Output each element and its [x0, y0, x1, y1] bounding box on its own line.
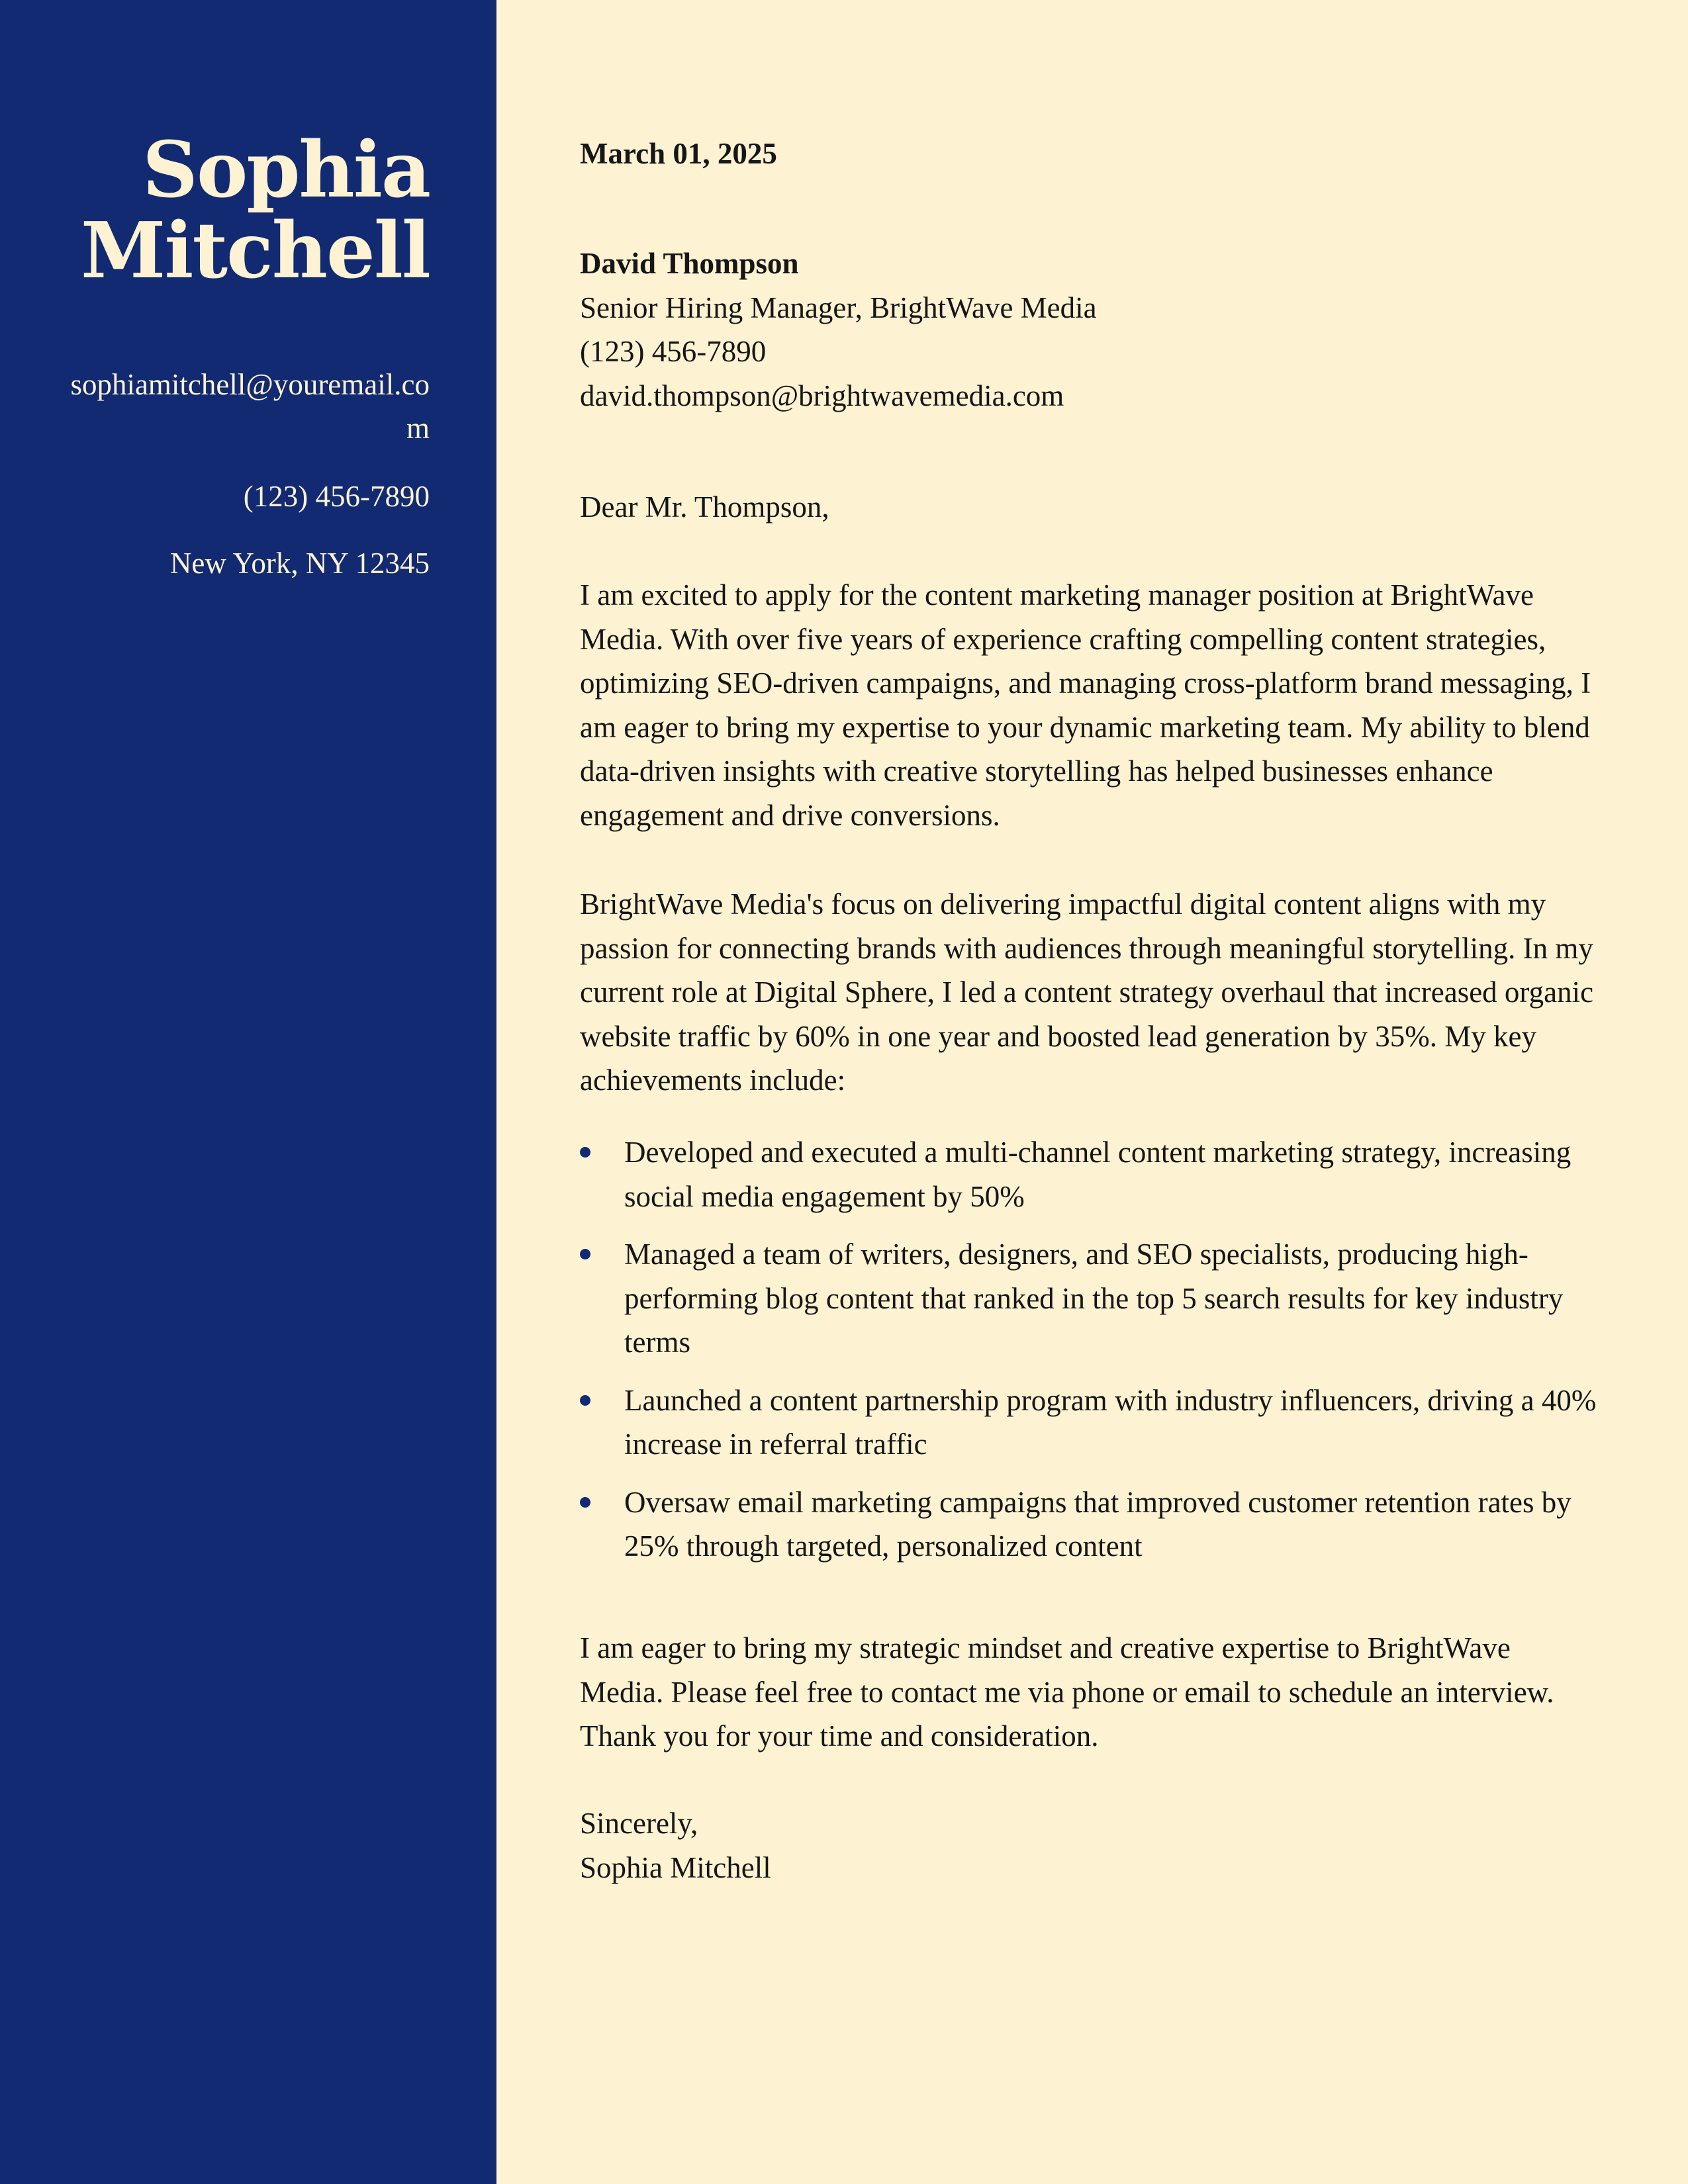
letter-date: March 01, 2025: [580, 137, 777, 170]
list-item: [580, 1232, 1599, 1365]
list-item: [580, 1379, 1599, 1467]
sender-last-name: Mitchell: [81, 206, 430, 296]
paragraph-intro: I am excited to apply for the content marketing manager position at BrightWave Media. With over five years of experience crafting compelling content strategies, optimizing SEO-driven campaigns, and managing cross-platform brand messaging, I am eager to bring my expertise to your dynamic marketing team. My ability to blend data-driven insights with creative storytelling has helped businesses enhance engagement and drive conversions.: [580, 578, 1591, 832]
achievement-text: Oversaw email marketing campaigns that improved customer retention rates by 25% through targeted, personalized content: [624, 1485, 1571, 1563]
salutation: Dear Mr. Thompson,: [580, 490, 829, 523]
sender-phone: (123) 456-7890: [243, 480, 430, 513]
sender-name: [32, 125, 430, 296]
sender-first-name: Sophia: [142, 125, 430, 215]
sender-email: sophiamitchell@youremail.com: [70, 368, 430, 445]
achievement-text: Managed a team of writers, designers, and SEO specialists, producing high-performing blog content that ranked in the top 5 search results for key industry terms: [624, 1238, 1564, 1359]
recipient-email: david.thompson@brightwavemedia.com: [580, 379, 1064, 412]
paragraph-experience: BrightWave Media's focus on delivering impactful digital content aligns with my passion for connecting brands with audiences through meaningful storytelling. In my current role at Digital Sphere, I led a content strategy overhaul that increased organic website traffic by 60% in one year and boosted lead generation by 35%. My key achievements include:: [580, 887, 1594, 1097]
signature-name: Sophia Mitchell: [580, 1850, 771, 1884]
closing-phrase: Sincerely,: [580, 1807, 698, 1840]
achievement-text: Developed and executed a multi-channel content marketing strategy, increasing social media engagement by 50%: [624, 1136, 1571, 1213]
list-item: [580, 1480, 1599, 1569]
recipient-title: Senior Hiring Manager, BrightWave Media: [580, 291, 1097, 324]
achievement-text: Launched a content partnership program with industry influencers, driving a 40% increase in referral traffic: [624, 1383, 1597, 1461]
bullet-icon: [580, 1497, 590, 1508]
bullet-icon: [580, 1395, 590, 1406]
sender-location: New York, NY 12345: [169, 547, 430, 580]
bullet-icon: [580, 1147, 590, 1158]
sidebar: [0, 0, 496, 2184]
bullet-icon: [580, 1249, 590, 1259]
achievements-list: [580, 1130, 1599, 1582]
recipient-name: David Thompson: [580, 247, 799, 280]
recipient-phone: (123) 456-7890: [580, 335, 767, 368]
recipient-block: [580, 242, 1097, 418]
paragraph-closing: I am eager to bring my strategic mindset and creative expertise to BrightWave Media. Please feel free to contact me via phone or email to schedule an interview. Thank you for your time and consideration.: [580, 1631, 1554, 1752]
signoff-block: [580, 1801, 771, 1889]
list-item: [580, 1130, 1599, 1218]
